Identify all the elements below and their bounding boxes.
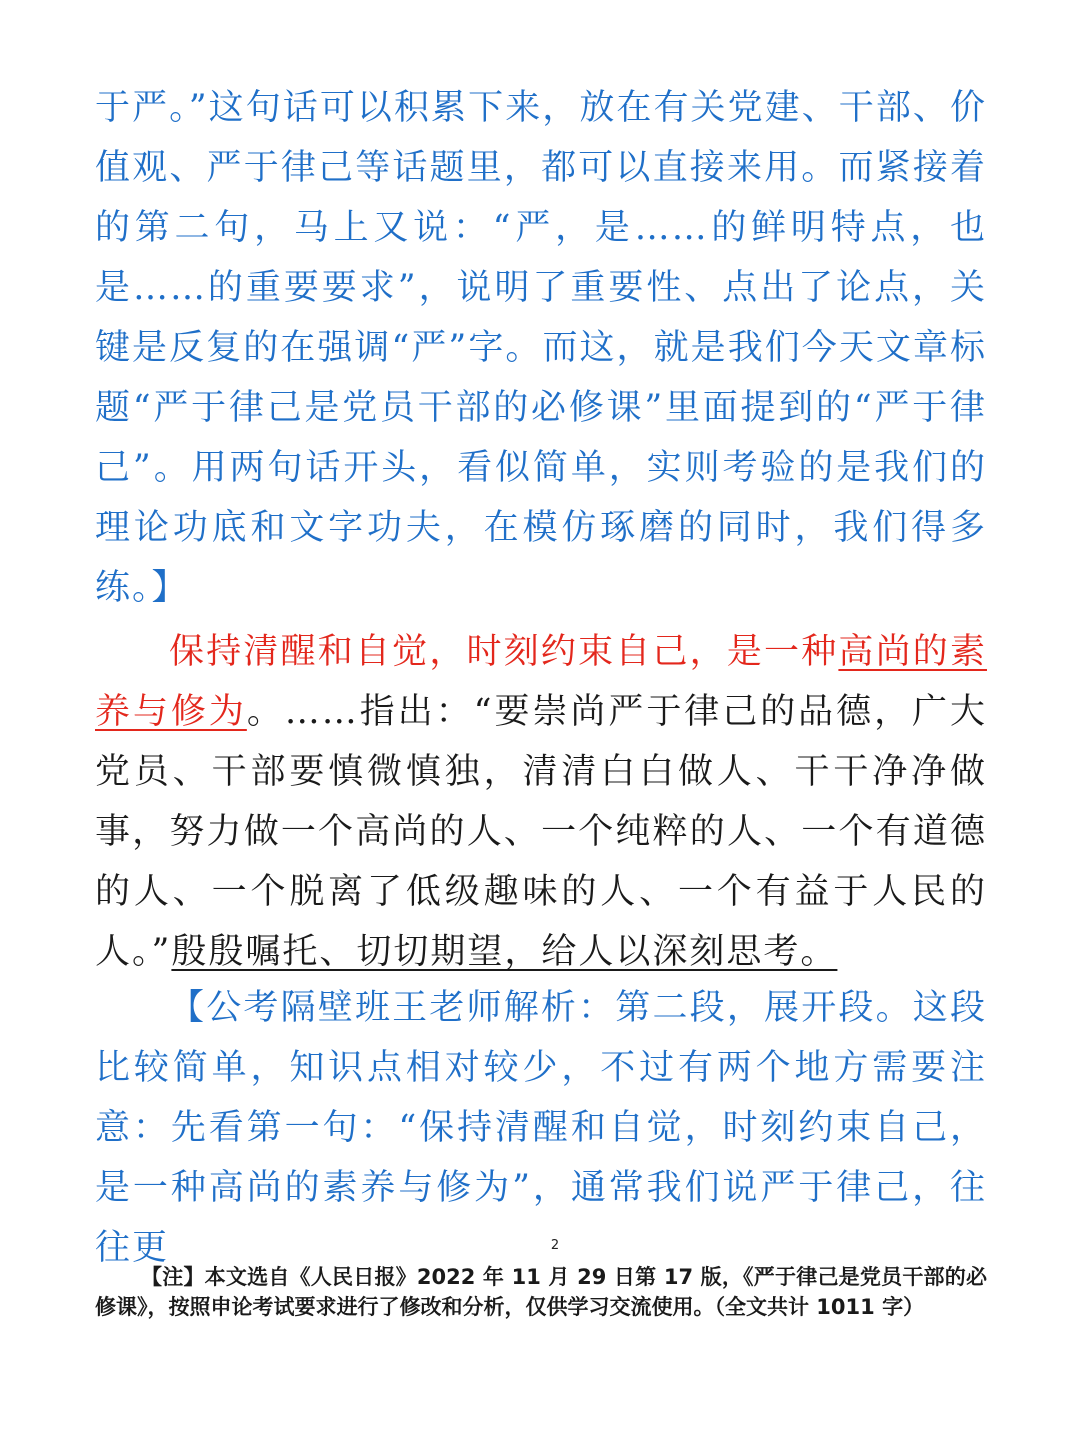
body-text: 。……指出：“要崇尚严于律己的品德，广大党员、干部要慎微慎独，清清白白做人、干干净净做事，努力做一个高尚的人、一个纯粹的人、一个有道德的人、一个脱离了低级趣味的人、一个有益于人民的人。” [95, 692, 987, 972]
underlined-text: 殷殷嘱托、切切期望，给人以深刻思考。 [171, 932, 838, 972]
analysis-paragraph-continued [95, 78, 987, 618]
highlighted-text: 保持清醒和自觉，时刻约束自己，是一种 [169, 632, 839, 672]
page-number: 2 [550, 1238, 560, 1253]
analysis-paragraph [95, 978, 987, 1278]
article-paragraph [95, 622, 987, 982]
analysis-text: 【公考隔壁班王老师解析：第二段，展开段。这段比较简单，知识点相对较少，不过有两个地方需要注意：先看第一句：“保持清醒和自觉，时刻约束自己，是一种高尚的素养与修为”，通常我们说严于律己，往往更 [95, 988, 987, 1268]
highlighted-underlined-text: 高尚的素养与修为 [95, 632, 987, 732]
analysis-text: 于严。”这句话可以积累下来，放在有关党建、干部、价值观、严于律己等话题里，都可以直接来用。而紧接着的第二句，马上又说：“严，是……的鲜明特点，也是……的重要要求”，说明了重要性、点出了论点，关键是反复的在强调“严”字。而这，就是我们今天文章标题“严于律己是党员干部的必修课”里面提到的“严于律己”。用两句话开头，看似简单，实则考验的是我们的理论功底和文字功夫，在模仿琢磨的同时，我们得多练。】 [95, 88, 987, 608]
footnote: 【注】本文选自《人民日报》2022 年 11 月 29 日第 17 版，《严于律己是党员干部的必修课》，按照申论考试要求进行了修改和分析，仅供学习交流使用。（全文共计 1011 字） [95, 1265, 987, 1319]
